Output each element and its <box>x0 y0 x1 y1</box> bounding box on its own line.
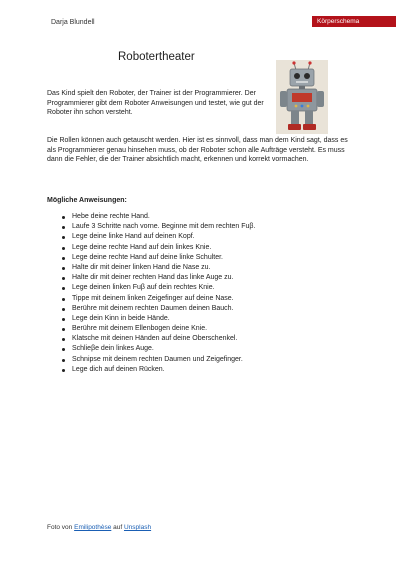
photographer-link[interactable]: Emilipothèse <box>74 524 112 531</box>
list-item: Lege deine linke Hand auf deinen Kopf. <box>47 232 255 242</box>
list-item: Lege dich auf deinen Rücken. <box>47 365 255 375</box>
list-item: Lege deine rechte Hand auf deine linke Schulter. <box>47 253 255 263</box>
photo-credit <box>47 524 151 531</box>
credit-prefix: Foto von <box>47 524 75 531</box>
list-item: Berühre mit deinem rechten Daumen deinen Bauch. <box>47 304 255 314</box>
intro-paragraph: Das Kind spielt den Roboter, der Trainer ist der Programmierer. Der Programmierer gibt dem Roboter Anweisungen und testet, wie gut der Roboter ihn schon versteht. <box>47 90 264 117</box>
unsplash-link[interactable]: Unsplash <box>123 524 152 531</box>
robot-photo <box>276 60 328 134</box>
list-item: Lege dein Kinn in beide Hände. <box>47 314 255 324</box>
list-item: Schlieβe dein linkes Auge. <box>47 344 255 354</box>
list-item: Lege deine rechte Hand auf dein linkes Knie. <box>47 243 255 253</box>
page-title: Robotertheater <box>118 51 195 63</box>
list-item: Lege deinen linken Fuβ auf dein rechtes Knie. <box>47 283 255 293</box>
list-item: Schnipse mit deinem rechten Daumen und Zeigefinger. <box>47 355 255 365</box>
list-item: Halte dir mit deiner linken Hand die Nase zu. <box>47 263 255 273</box>
list-item: Hebe deine rechte Hand. <box>47 212 255 222</box>
roles-paragraph: Die Rollen können auch getauscht werden. Hier ist es sinnvoll, dass man dem Kind sagt, dass es als Programmierer genau hinsehen muss, ob der Roboter schon alle Aufträge versteht. Es muss dann die Fehler, die der Trainer absichtlich macht, erkennen und korrekt vormachen. <box>47 137 348 164</box>
instructions-heading: Mögliche Anweisungen: <box>47 197 127 204</box>
author-name: Darja Blundell <box>51 19 95 26</box>
credit-mid: auf <box>111 524 124 531</box>
list-item: Laufe 3 Schritte nach vorne. Beginne mit dem rechten Fuβ. <box>47 222 255 232</box>
list-item: Tippe mit deinem linken Zeigefinger auf deine Nase. <box>47 294 255 304</box>
instruction-list <box>47 212 255 375</box>
list-item: Halte dir mit deiner rechten Hand das linke Auge zu. <box>47 273 255 283</box>
topic-tag: Körperschema <box>312 16 396 27</box>
list-item: Klatsche mit deinen Händen auf deine Oberschenkel. <box>47 334 255 344</box>
list-item: Berühre mit deinem Ellenbogen deine Knie. <box>47 324 255 334</box>
